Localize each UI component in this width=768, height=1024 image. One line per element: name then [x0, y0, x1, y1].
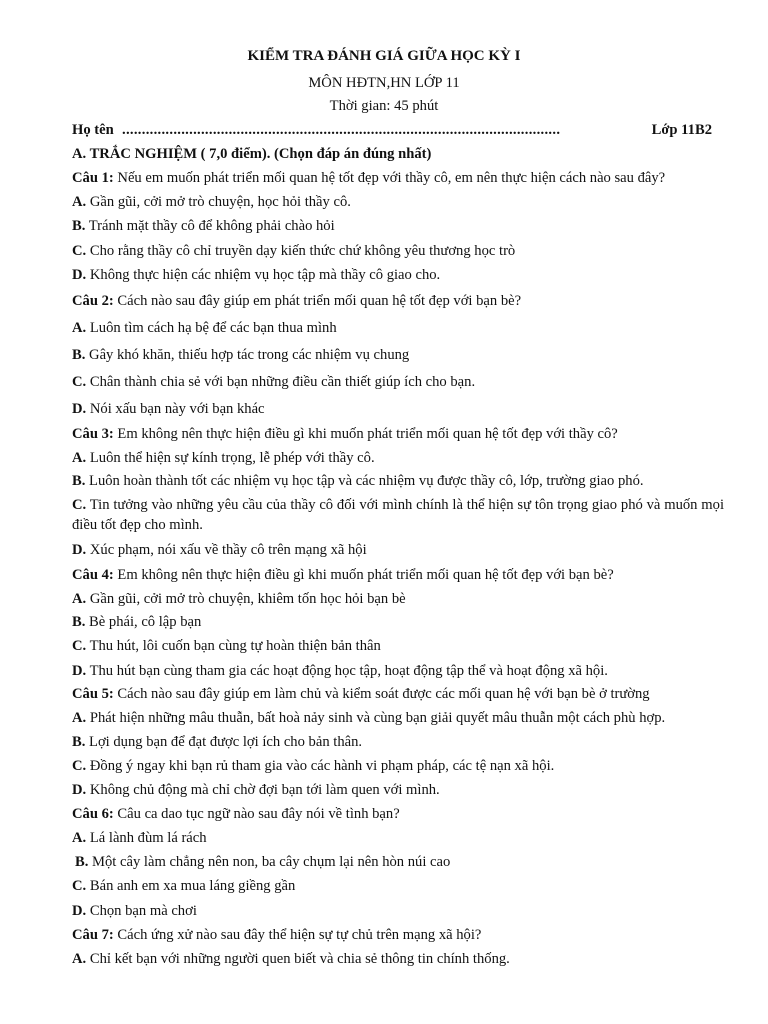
option-text: Cho rằng thầy cô chỉ truyền dạy kiến thức chứ không yêu thương học trò — [86, 243, 516, 259]
option-5a — [72, 710, 665, 727]
option-text: Một cây làm chẳng nên non, ba cây chụm lại nên hòn núi cao — [88, 854, 451, 870]
question-3 — [72, 426, 618, 443]
option-letter: A. — [72, 450, 87, 466]
question-1 — [72, 170, 665, 187]
exam-title: KIỂM TRA ĐÁNH GIÁ GIỮA HỌC KỲ I — [247, 48, 521, 64]
option-letter: A. — [72, 320, 87, 336]
option-letter: A. — [72, 951, 87, 967]
option-2b — [72, 347, 409, 364]
option-letter: A. — [72, 194, 87, 210]
option-text: Thu hút bạn cùng tham gia các hoạt động học tập, hoạt động tập thể và hoạt động xã hội. — [86, 663, 608, 679]
option-letter: B. — [72, 614, 86, 630]
option-text: Gần gũi, cởi mở trò chuyện, học hỏi thầy cô. — [86, 194, 351, 210]
option-4a — [72, 591, 406, 608]
option-letter: B. — [72, 734, 86, 750]
option-letter: B. — [72, 473, 86, 489]
question-text: Câu ca dao tục ngữ nào sau đây nói về tình bạn? — [113, 806, 400, 822]
option-text: Gây khó khăn, thiếu hợp tác trong các nhiệm vụ chung — [85, 347, 410, 363]
question-label: Câu 1: — [72, 170, 114, 186]
option-text: Không chủ động mà chỉ chờ đợi bạn tới làm quen với mình. — [86, 782, 440, 798]
option-letter: A. — [72, 591, 87, 607]
option-text: Đồng ý ngay khi bạn rủ tham gia vào các hành vi phạm pháp, các tệ nạn xã hội. — [86, 758, 555, 774]
option-letter: C. — [72, 497, 87, 513]
option-text: Xúc phạm, nói xấu về thầy cô trên mạng xã hội — [86, 542, 367, 558]
option-6d — [72, 903, 197, 920]
option-text: Lá lành đùm lá rách — [86, 830, 207, 846]
option-letter: D. — [72, 401, 87, 417]
question-7 — [72, 927, 481, 944]
question-text: Em không nên thực hiện điều gì khi muốn phát triển mối quan hệ tốt đẹp với bạn bè? — [113, 567, 614, 583]
question-text: Cách nào sau đây giúp em phát triển mối quan hệ tốt đẹp với bạn bè? — [113, 293, 522, 309]
question-text: Em không nên thực hiện điều gì khi muốn phát triển mối quan hệ tốt đẹp với thầy cô? — [113, 426, 618, 442]
option-letter: D. — [72, 663, 87, 679]
option-text: Chỉ kết bạn với những người quen biết và chia sẻ thông tin chính thống. — [86, 951, 510, 967]
option-letter: C. — [72, 878, 87, 894]
question-label: Câu 4: — [72, 567, 114, 583]
option-1b — [72, 218, 335, 235]
option-letter: A. — [72, 830, 87, 846]
option-5b — [72, 734, 362, 751]
option-6a — [72, 830, 207, 847]
option-4c — [72, 638, 381, 655]
option-letter: B. — [72, 347, 86, 363]
option-2c — [72, 374, 475, 391]
option-5c — [72, 758, 554, 775]
option-1c — [72, 243, 515, 260]
question-label: Câu 3: — [72, 426, 114, 442]
option-letter: A. — [72, 710, 87, 726]
question-label: Câu 5: — [72, 686, 114, 702]
option-letter: C. — [72, 243, 87, 259]
question-6 — [72, 806, 400, 823]
question-4 — [72, 567, 614, 584]
option-letter: C. — [72, 758, 87, 774]
option-text: Phát hiện những mâu thuẫn, bất hoà nảy sinh và cùng bạn giải quyết mâu thuẫn một cách phù hợp. — [86, 710, 666, 726]
option-1a — [72, 194, 351, 211]
option-text: Bè phái, cô lập bạn — [85, 614, 202, 630]
option-4d — [72, 663, 608, 680]
name-fill-line: ............................................................................................................... — [122, 122, 561, 138]
option-text: Bán anh em xa mua láng giềng gần — [86, 878, 296, 894]
option-letter: B. — [72, 218, 86, 234]
option-text: Không thực hiện các nhiệm vụ học tập mà thầy cô giao cho. — [86, 267, 441, 283]
option-letter: D. — [72, 267, 87, 283]
option-3d — [72, 542, 367, 559]
option-text: Tin tưởng vào những yêu cầu của thầy cô đối với mình chính là thể hiện sự tôn trọng giao phó và muốn mọi điều tốt đẹp cho mình. — [72, 497, 724, 533]
question-text: Nếu em muốn phát triển mối quan hệ tốt đẹp với thầy cô, em nên thực hiện cách nào sau đây? — [113, 170, 666, 186]
option-letter: D. — [72, 542, 87, 558]
option-text: Chọn bạn mà chơi — [86, 903, 197, 919]
question-text: Cách nào sau đây giúp em làm chủ và kiểm soát được các mối quan hệ với bạn bè ở trường — [113, 686, 650, 702]
option-3c — [72, 495, 724, 535]
option-text: Tránh mặt thầy cô để không phải chào hỏi — [85, 218, 335, 234]
option-text: Luôn hoàn thành tốt các nhiệm vụ học tập và các nhiệm vụ được thầy cô, lớp, trường giao phó. — [85, 473, 644, 489]
option-text: Chân thành chia sẻ với bạn những điều cần thiết giúp ích cho bạn. — [86, 374, 476, 390]
option-letter: B. — [75, 854, 89, 870]
option-text: Luôn tìm cách hạ bệ để các bạn thua mình — [86, 320, 337, 336]
option-text: Thu hút, lôi cuốn bạn cùng tự hoàn thiện bản thân — [86, 638, 381, 654]
option-text: Luôn thể hiện sự kính trọng, lễ phép với thầy cô. — [86, 450, 375, 466]
option-letter: D. — [72, 782, 87, 798]
question-label: Câu 7: — [72, 927, 114, 943]
option-6b — [75, 854, 450, 871]
option-2a — [72, 320, 337, 337]
name-label: Họ tên — [72, 122, 114, 138]
question-2 — [72, 293, 521, 310]
student-info-row — [72, 122, 712, 139]
question-label: Câu 2: — [72, 293, 114, 309]
class-label: Lớp 11B2 — [651, 122, 712, 138]
question-text: Cách ứng xử nào sau đây thể hiện sự tự chủ trên mạng xã hội? — [113, 927, 482, 943]
exam-duration: Thời gian: 45 phút — [329, 98, 439, 114]
option-1d — [72, 267, 440, 284]
exam-subject: MÔN HĐTN,HN LỚP 11 — [308, 75, 460, 91]
option-6c — [72, 878, 295, 895]
question-5 — [72, 686, 650, 703]
option-3a — [72, 450, 375, 467]
option-letter: D. — [72, 903, 87, 919]
question-label: Câu 6: — [72, 806, 114, 822]
option-5d — [72, 782, 440, 799]
option-text: Lợi dụng bạn để đạt được lợi ích cho bản thân. — [85, 734, 363, 750]
option-letter: C. — [72, 638, 87, 654]
option-text: Nói xấu bạn này với bạn khác — [86, 401, 265, 417]
section-title: A. TRẮC NGHIỆM ( 7,0 điểm). (Chọn đáp án đúng nhất) — [72, 146, 432, 162]
option-text: Gần gũi, cởi mở trò chuyện, khiêm tốn học hỏi bạn bè — [86, 591, 406, 607]
option-2d — [72, 401, 265, 418]
option-letter: C. — [72, 374, 87, 390]
option-7a — [72, 951, 510, 968]
option-3b — [72, 473, 644, 490]
option-4b — [72, 614, 201, 631]
